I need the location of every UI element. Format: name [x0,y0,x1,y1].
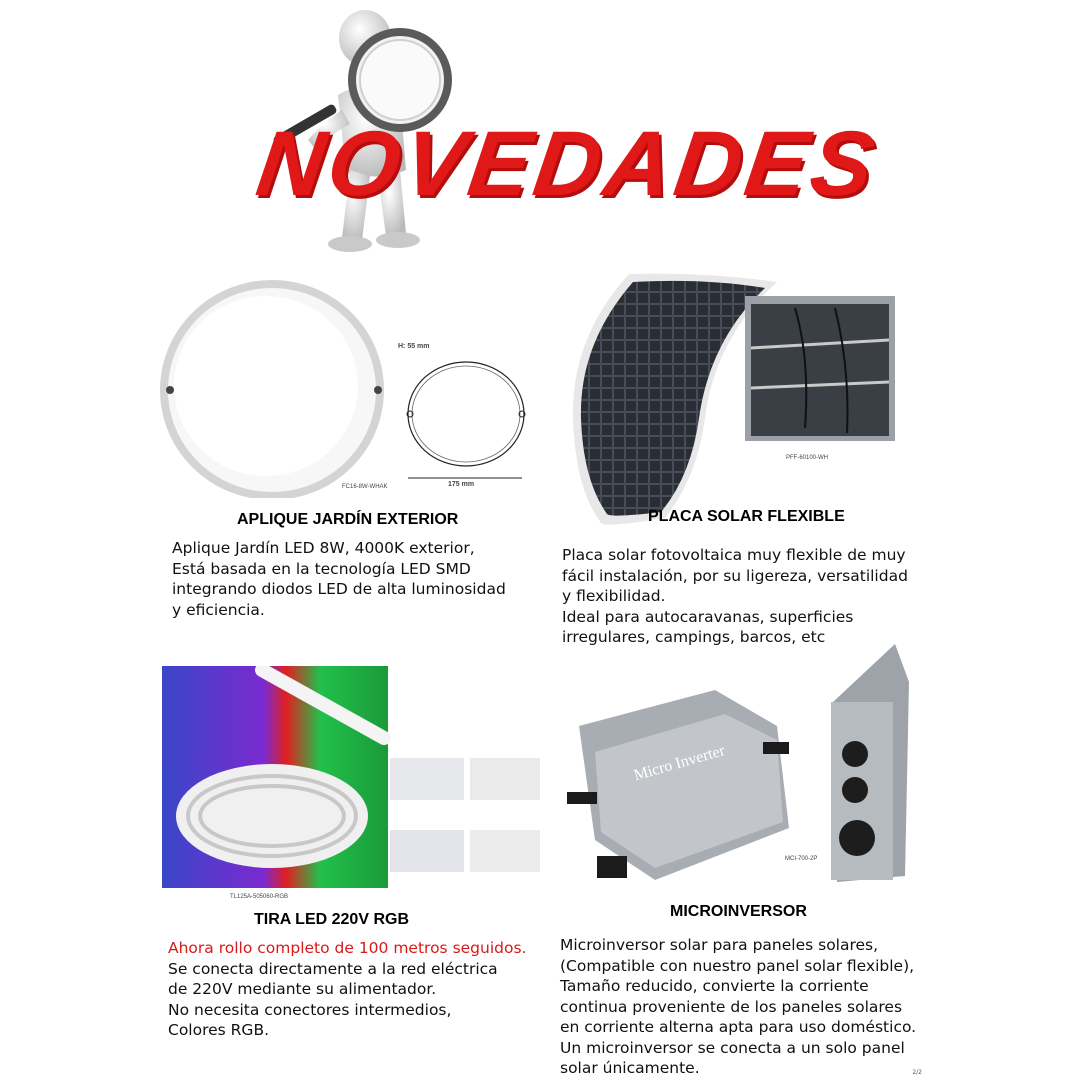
product-name-micro: MICROINVERSOR [670,903,807,920]
product-desc-tira: Ahora rollo completo de 100 metros seguidos. Se conecta directamente a la red eléctrica de 220V mediante su alimentador. No necesita conectores intermedios, Colores RGB. [168,939,527,1039]
page-title: NOVEDADES [250,113,885,215]
solar-panel-code: PFF-60100-WH [786,455,829,461]
product-desc-micro: Microinversor solar para paneles solares, (Compatible con nuestro panel solar flexible), Tamaño reducido, convierte la corriente continua proveniente de los paneles solares en corriente alterna apta para uso doméstico. Un microinversor se conecta a un solo panel solar únicamente. [560,936,917,1077]
product-desc-aplique: Aplique Jardín LED 8W, 4000K exterior, Está basada en la tecnología LED SMD integrando diodos LED de alta luminosidad y eficiencia. [172,539,506,619]
page-number: 2/2 [912,1069,922,1076]
wall-light-height-label: H: 55 mm [398,343,430,350]
wall-light-image [160,278,532,498]
product-name-tira: TIRA LED 220V RGB [254,911,409,928]
micro-inverter-code: MCI-700-2P [785,856,818,862]
wall-light-code: FC16-8W-WHAK [342,484,388,490]
product-desc-placa: Placa solar fotovoltaica muy flexible de muy fácil instalación, por su ligereza, versatilidad y flexibilidad. Ideal para autocaravanas, superficies irregulares, campings, barcos, etc [562,546,908,646]
micro-inverter-image [565,642,915,894]
led-strip-image [162,666,542,892]
product-name-aplique: APLIQUE JARDÍN EXTERIOR [237,511,459,528]
wall-light-width-label: 175 mm [448,481,475,488]
product-name-placa: PLACA SOLAR FLEXIBLE [648,508,845,525]
led-strip-code: TL125A-505060-RGB [230,894,289,900]
flexible-solar-panel-image [565,268,900,530]
micro-inverter-device-label: Micro Inverter [632,742,727,785]
